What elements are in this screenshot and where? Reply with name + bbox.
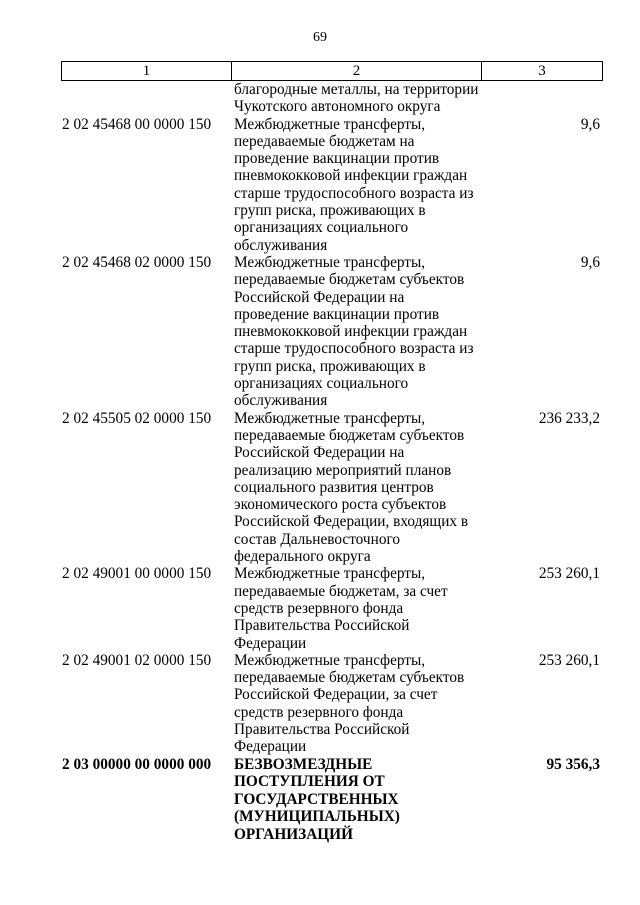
table-row xyxy=(61,410,603,566)
classification-code: 2 02 45505 02 0000 150 xyxy=(62,409,212,427)
amount-value: 9,6 xyxy=(580,115,600,133)
table-row-total xyxy=(61,756,603,844)
amount-value xyxy=(479,81,603,116)
table-row xyxy=(61,254,603,410)
classification-code: 2 02 49001 02 0000 150 xyxy=(62,651,212,669)
revenue-description: Межбюджетные трансферты, передаваемые бюджетам субъектов Российской Федерации на реализацию мероприятий планов социального развития центров экономического роста субъектов Российской Федерации, входящих в состав Дальневосточного федерального округа xyxy=(234,409,469,566)
table-header-row xyxy=(61,61,603,81)
amount-value: 236 233,2 xyxy=(538,409,600,427)
amount-value: 253 260,1 xyxy=(538,565,600,583)
table-row xyxy=(61,116,603,254)
revenue-description: благородные металлы, на территории Чукотского автономного округа xyxy=(234,81,479,116)
revenue-description: БЕЗВОЗМЕЗДНЫЕ ПОСТУПЛЕНИЯ ОТ ГОСУДАРСТВЕННЫХ (МУНИЦИПАЛЬНЫХ) ОРГАНИЗАЦИЙ xyxy=(234,755,400,843)
classification-code: 2 03 00000 00 0000 000 xyxy=(62,755,212,773)
column-header-2: 2 xyxy=(232,62,482,80)
classification-code: 2 02 49001 00 0000 150 xyxy=(62,565,212,583)
classification-code: 2 02 45468 00 0000 150 xyxy=(62,115,212,133)
column-header-1: 1 xyxy=(62,62,232,80)
amount-value: 95 356,3 xyxy=(546,755,600,773)
amount-value: 253 260,1 xyxy=(538,651,600,669)
revenue-description: Межбюджетные трансферты, передаваемые бюджетам, за счет средств резервного фонда Правительства Российской Федерации xyxy=(234,565,448,652)
table-row xyxy=(61,565,603,651)
table-row xyxy=(61,81,603,116)
classification-code: 2 02 45468 02 0000 150 xyxy=(62,253,212,271)
revenue-description: Межбюджетные трансферты, передаваемые бюджетам субъектов Российской Федерации, за счет средств резервного фонда Правительства Российской Федерации xyxy=(234,651,465,756)
revenue-description: Межбюджетные трансферты, передаваемые бюджетам на проведение вакцинации против пневмококковой инфекции граждан старше трудоспособного возраста из групп риска, проживающих в организациях социального обслуживания xyxy=(234,115,474,254)
page-number: 69 xyxy=(313,30,327,45)
revenue-description: Межбюджетные трансферты, передаваемые бюджетам субъектов Российской Федерации на проведение вакцинации против пневмококковой инфекции граждан старше трудоспособного возраста из групп риска, проживающих в организациях социального обслуживания xyxy=(234,253,474,410)
budget-table xyxy=(61,61,603,843)
table-row xyxy=(61,652,603,756)
amount-value: 9,6 xyxy=(580,253,600,271)
column-header-3: 3 xyxy=(538,63,546,79)
classification-code xyxy=(61,81,230,116)
